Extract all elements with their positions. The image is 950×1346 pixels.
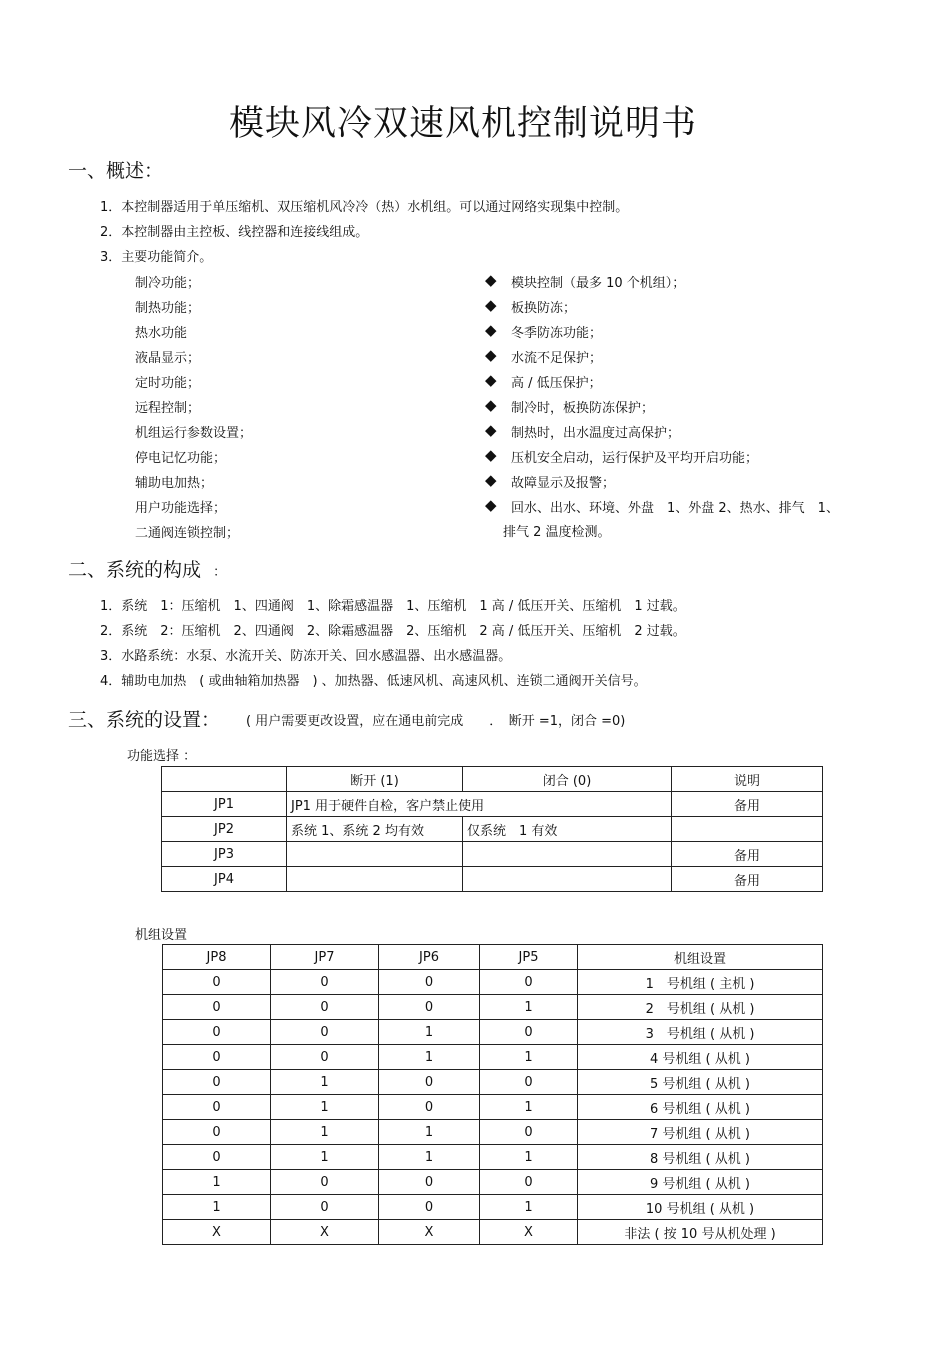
jumper-cell: 1: [480, 1095, 578, 1120]
diamond-bullet-icon: ◆: [485, 471, 497, 489]
jumper-cell: 0: [480, 1070, 578, 1095]
left-function-item: 二通阀连锁控制；: [135, 526, 240, 541]
table-row: [163, 1120, 823, 1145]
document-title: 模块风冷双速风机控制说明书: [228, 104, 697, 144]
desc-cell: [672, 817, 823, 842]
jumper-cell: 1: [379, 1020, 480, 1045]
jumper-cell: 0: [480, 1020, 578, 1045]
left-function-item: 停电记忆功能；: [135, 451, 227, 466]
desc-cell: 备用: [672, 867, 823, 892]
unit-setting-cell: 8 号机组 ( 从机 ): [578, 1145, 823, 1170]
unit-setting-cell: 非法 ( 按 10 号从机处理 ): [578, 1220, 823, 1245]
unit-setting-cell: 1 号机组 ( 主机 ): [578, 970, 823, 995]
jp-cell: JP4: [162, 867, 287, 892]
diamond-bullet-icon: ◆: [485, 371, 497, 389]
jumper-cell: 1: [271, 1120, 379, 1145]
table-row: [162, 792, 823, 817]
jumper-cell: 1: [271, 1145, 379, 1170]
unit-setting-cell: 4 号机组 ( 从机 ): [578, 1045, 823, 1070]
jumper-cell: 0: [271, 1170, 379, 1195]
right-function-item: 模块控制（最多 10 个机组）；: [511, 276, 686, 291]
jumper-cell: X: [271, 1220, 379, 1245]
section2-heading-colon: ：: [213, 565, 227, 580]
header-empty: [162, 767, 287, 792]
jp-cell: JP3: [162, 842, 287, 867]
unit-setting-table: [162, 944, 823, 1245]
header-desc: 说明: [672, 767, 823, 792]
overview-item-1: 1．本控制器适用于单压缩机、双压缩机风冷冷（热）水机组。可以通过网络实现集中控制。: [100, 200, 629, 215]
jumper-cell: 0: [379, 1170, 480, 1195]
table-row: [163, 1220, 823, 1245]
unit-setting-cell: 7 号机组 ( 从机 ): [578, 1120, 823, 1145]
table-row: [163, 1195, 823, 1220]
jumper-cell: X: [480, 1220, 578, 1245]
left-function-item: 热水功能: [135, 326, 188, 341]
unit-setting-cell: 2 号机组 ( 从机 ): [578, 995, 823, 1020]
merged-cell: JP1 用于硬件自检，客户禁止使用: [287, 792, 672, 817]
header-jp5: JP5: [480, 945, 578, 970]
header-jp6: JP6: [379, 945, 480, 970]
jumper-cell: 1: [271, 1095, 379, 1120]
jumper-cell: 0: [271, 1045, 379, 1070]
table-row: [163, 1020, 823, 1045]
jumper-cell: 1: [480, 1195, 578, 1220]
jumper-cell: 0: [163, 1045, 271, 1070]
overview-item-3: 3．主要功能简介。: [100, 250, 213, 265]
overview-item-2: 2．本控制器由主控板、线控器和连接线组成。: [100, 225, 369, 240]
jp-cell: JP2: [162, 817, 287, 842]
jumper-cell: 0: [271, 995, 379, 1020]
jumper-cell: 0: [271, 1195, 379, 1220]
jumper-cell: 1: [379, 1045, 480, 1070]
jumper-cell: X: [163, 1220, 271, 1245]
right-function-item: 制热时，出水温度过高保护；: [511, 426, 681, 441]
unit-setting-cell: 5 号机组 ( 从机 ): [578, 1070, 823, 1095]
jumper-cell: 1: [379, 1120, 480, 1145]
right-function-continuation: 排气 2 温度检测。: [503, 525, 611, 540]
open-cell: [287, 842, 463, 867]
open-cell: 系统 1、系统 2 均有效: [287, 817, 463, 842]
unit-setting-cell: 3 号机组 ( 从机 ): [578, 1020, 823, 1045]
jumper-cell: 0: [271, 1020, 379, 1045]
closed-cell: [463, 867, 672, 892]
right-function-item: 水流不足保护；: [511, 351, 603, 366]
section2-heading-text: 二、系统的构成: [68, 559, 202, 581]
section3-heading: 三、系统的设置：: [68, 709, 221, 731]
unit-setting-label: 机组设置: [135, 928, 188, 943]
jp-cell: JP1: [162, 792, 287, 817]
jumper-cell: 0: [163, 1095, 271, 1120]
table-row: [163, 995, 823, 1020]
left-function-item: 辅助电加热；: [135, 476, 214, 491]
table-row: [162, 842, 823, 867]
desc-cell: 备用: [672, 792, 823, 817]
jumper-cell: 0: [163, 970, 271, 995]
closed-cell: [463, 842, 672, 867]
closed-cell: 仅系统 1 有效: [463, 817, 672, 842]
jumper-cell: 0: [163, 1145, 271, 1170]
right-function-item: 高 / 低压保护；: [511, 376, 602, 391]
jumper-cell: 0: [163, 995, 271, 1020]
section3-note: ( 用户需要更改设置，应在通电前完成 ． 断开 =1，闭合 =0): [246, 714, 626, 729]
unit-setting-cell: 10 号机组 ( 从机 ): [578, 1195, 823, 1220]
jumper-cell: X: [379, 1220, 480, 1245]
header-unit: 机组设置: [578, 945, 823, 970]
function-table: [161, 766, 823, 892]
jumper-cell: 0: [163, 1070, 271, 1095]
jumper-cell: 0: [379, 1070, 480, 1095]
table-row: [163, 1095, 823, 1120]
jumper-cell: 1: [480, 1145, 578, 1170]
diamond-bullet-icon: ◆: [485, 346, 497, 364]
right-function-item: 板换防冻；: [511, 301, 577, 316]
right-function-item: 冬季防冻功能；: [511, 326, 603, 341]
function-table-header: [162, 767, 823, 792]
jumper-cell: 0: [379, 995, 480, 1020]
diamond-bullet-icon: ◆: [485, 321, 497, 339]
diamond-bullet-icon: ◆: [485, 271, 497, 289]
unit-setting-cell: 6 号机组 ( 从机 ): [578, 1095, 823, 1120]
jumper-cell: 0: [480, 1170, 578, 1195]
jumper-cell: 0: [163, 1120, 271, 1145]
function-select-label: 功能选择 ：: [127, 749, 197, 764]
right-function-item: 压机安全启动，运行保护及平均开启功能；: [511, 451, 759, 466]
table-row: [163, 970, 823, 995]
section1-heading: 一、概述：: [68, 160, 164, 182]
system-item-2: 2．系统 2：压缩机 2、四通阀 2、除霜感温器 2、压缩机 2 高 / 低压开关、压缩机 2 过载。: [100, 624, 686, 639]
diamond-bullet-icon: ◆: [485, 496, 497, 514]
jumper-cell: 0: [271, 970, 379, 995]
table-row: [163, 1145, 823, 1170]
jumper-cell: 0: [480, 1120, 578, 1145]
table-row: [163, 1070, 823, 1095]
left-function-item: 液晶显示；: [135, 351, 201, 366]
desc-cell: 备用: [672, 842, 823, 867]
unit-table-header: [163, 945, 823, 970]
left-function-item: 制冷功能；: [135, 276, 201, 291]
header-jp8: JP8: [163, 945, 271, 970]
right-function-item: 制冷时，板换防冻保护；: [511, 401, 655, 416]
table-row: [162, 867, 823, 892]
jumper-cell: 0: [379, 970, 480, 995]
system-item-3: 3．水路系统：水泵、水流开关、防冻开关、回水感温器、出水感温器。: [100, 649, 512, 664]
table-row: [163, 1170, 823, 1195]
header-jp7: JP7: [271, 945, 379, 970]
left-function-item: 机组运行参数设置；: [135, 426, 253, 441]
jumper-cell: 1: [271, 1070, 379, 1095]
header-closed: 闭合 (0): [463, 767, 672, 792]
jumper-cell: 0: [379, 1195, 480, 1220]
header-open: 断开 (1): [287, 767, 463, 792]
jumper-cell: 1: [379, 1145, 480, 1170]
system-item-4: 4．辅助电加热 ( 或曲轴箱加热器 ) 、加热器、低速风机、高速风机、连锁二通阀开关信号。: [100, 674, 647, 689]
diamond-bullet-icon: ◆: [485, 296, 497, 314]
diamond-bullet-icon: ◆: [485, 421, 497, 439]
left-function-item: 远程控制；: [135, 401, 201, 416]
right-function-item: 回水、出水、环境、外盘 1、外盘 2、热水、排气 1、: [511, 501, 839, 516]
left-function-item: 定时功能；: [135, 376, 201, 391]
right-function-item: 故障显示及报警；: [511, 476, 616, 491]
jumper-cell: 0: [480, 970, 578, 995]
diamond-bullet-icon: ◆: [485, 446, 497, 464]
jumper-cell: 0: [379, 1095, 480, 1120]
jumper-cell: 1: [163, 1195, 271, 1220]
diamond-bullet-icon: ◆: [485, 396, 497, 414]
jumper-cell: 1: [480, 995, 578, 1020]
table-row: [162, 817, 823, 842]
open-cell: [287, 867, 463, 892]
jumper-cell: 0: [163, 1020, 271, 1045]
unit-setting-cell: 9 号机组 ( 从机 ): [578, 1170, 823, 1195]
left-function-item: 制热功能；: [135, 301, 201, 316]
jumper-cell: 1: [163, 1170, 271, 1195]
table-row: [163, 1045, 823, 1070]
section2-heading: [68, 555, 226, 582]
system-item-1: 1．系统 1：压缩机 1、四通阀 1、除霜感温器 1、压缩机 1 高 / 低压开关、压缩机 1 过载。: [100, 599, 686, 614]
jumper-cell: 1: [480, 1045, 578, 1070]
left-function-item: 用户功能选择；: [135, 501, 227, 516]
